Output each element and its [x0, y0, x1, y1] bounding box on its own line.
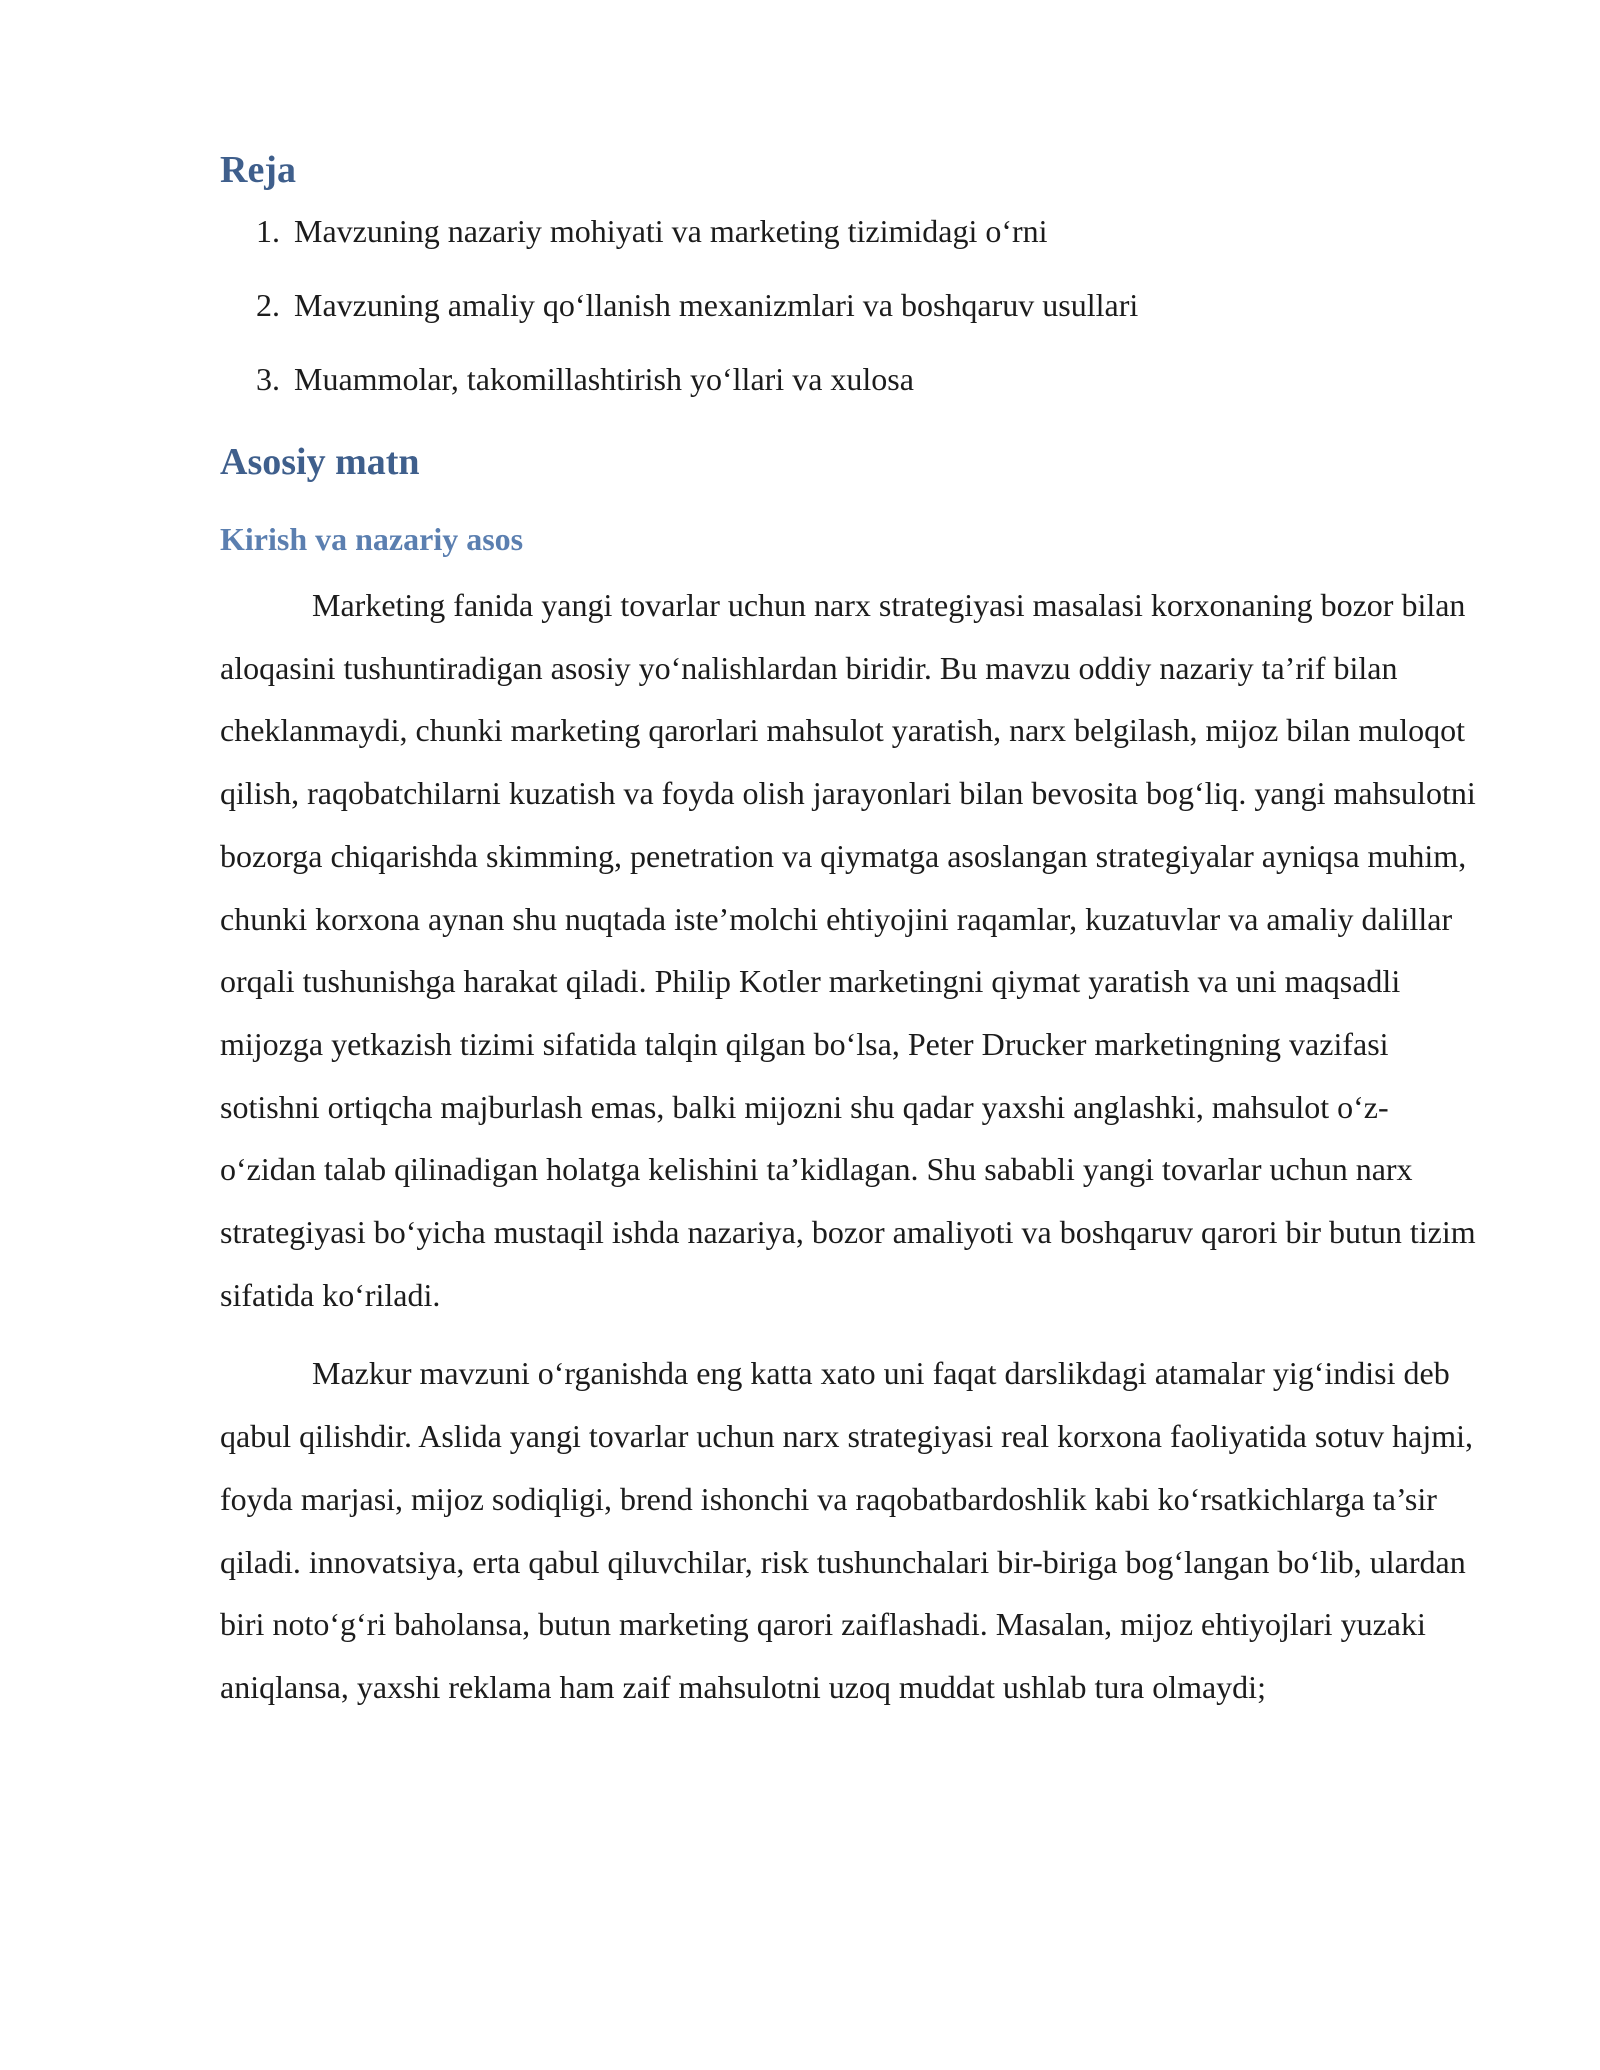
heading-asosiy-matn: Asosiy matn [220, 441, 420, 483]
heading-kirish: Kirish va nazariy asos [220, 521, 524, 557]
plan-item-text: Mavzuning amaliy qo‘llanish mexanizmlari va boshqaruv usullari [294, 287, 1139, 323]
plan-item-text: Muammolar, takomillashtirish yo‘llari va xulosa [294, 361, 914, 397]
plan-item-number: 1. [256, 213, 280, 249]
body-paragraph-1: Marketing fanida yangi tovarlar uchun narx strategiyasi masalasi korxonaning bozor bilan aloqasini tushuntiradigan asosiy yo‘nalishlardan biridir. Bu mavzu oddiy nazariy ta’rif bilan cheklanmaydi, chunki marketing qarorlari mahsulot yaratish, narx belgilash, mijoz bilan muloqot qilish, raqobatchilarni kuzatish va foyda olish jarayonlari bilan bevosita bog‘liq. yangi mahsulotni bozorga chiqarishda skimming, penetration va qiymatga asoslangan strategiyalar ayniqsa muhim, chunki korxona aynan shu nuqtada iste’molchi ehtiyojini raqamlar, kuzatuvlar va amaliy dalillar orqali tushunishga harakat qiladi. Philip Kotler marketingni qiymat yaratish va uni maqsadli mijozga yetkazish tizimi sifatida talqin qilgan bo‘lsa, Peter Drucker marketingning vazifasi sotishni ortiqcha majburlash emas, balki mijozni shu qadar yaxshi anglashki, mahsulot o‘z-o‘zidan talab qilinadigan holatga kelishini ta’kidlagan. Shu sababli yangi tovarlar uchun narx strategiyasi bo‘yicha mustaqil ishda nazariya, bozor amaliyoti va boshqaruv qarori bir butun tizim sifatida ko‘riladi. [220, 587, 1476, 1313]
document-page [220, 140, 1480, 1719]
plan-list [220, 210, 1480, 400]
body-paragraph-2: Mazkur mavzuni o‘rganishda eng katta xato uni faqat darslikdagi atamalar yig‘indisi deb qabul qilishdir. Aslida yangi tovarlar uchun narx strategiyasi real korxona faoliyatida sotuv hajmi, foyda marjasi, mijoz sodiqligi, brend ishonchi va raqobatbardoshlik kabi ko‘rsatkichlarga ta’sir qiladi. innovatsiya, erta qabul qiluvchilar, risk tushunchalari bir-biriga bog‘langan bo‘lib, ulardan biri noto‘g‘ri baholansa, butun marketing qarori zaiflashadi. Masalan, mijoz ehtiyojlari yuzaki aniqlansa, yaxshi reklama ham zaif mahsulotni uzoq muddat ushlab tura olmaydi; [220, 1355, 1474, 1705]
plan-item-number: 3. [256, 361, 280, 397]
plan-item [256, 358, 1480, 400]
heading-reja: Reja [220, 149, 296, 191]
plan-item-text: Mavzuning nazariy mohiyati va marketing tizimidagi o‘rni [294, 213, 1048, 249]
plan-item [256, 284, 1480, 326]
plan-item-number: 2. [256, 287, 280, 323]
plan-item [256, 210, 1480, 252]
